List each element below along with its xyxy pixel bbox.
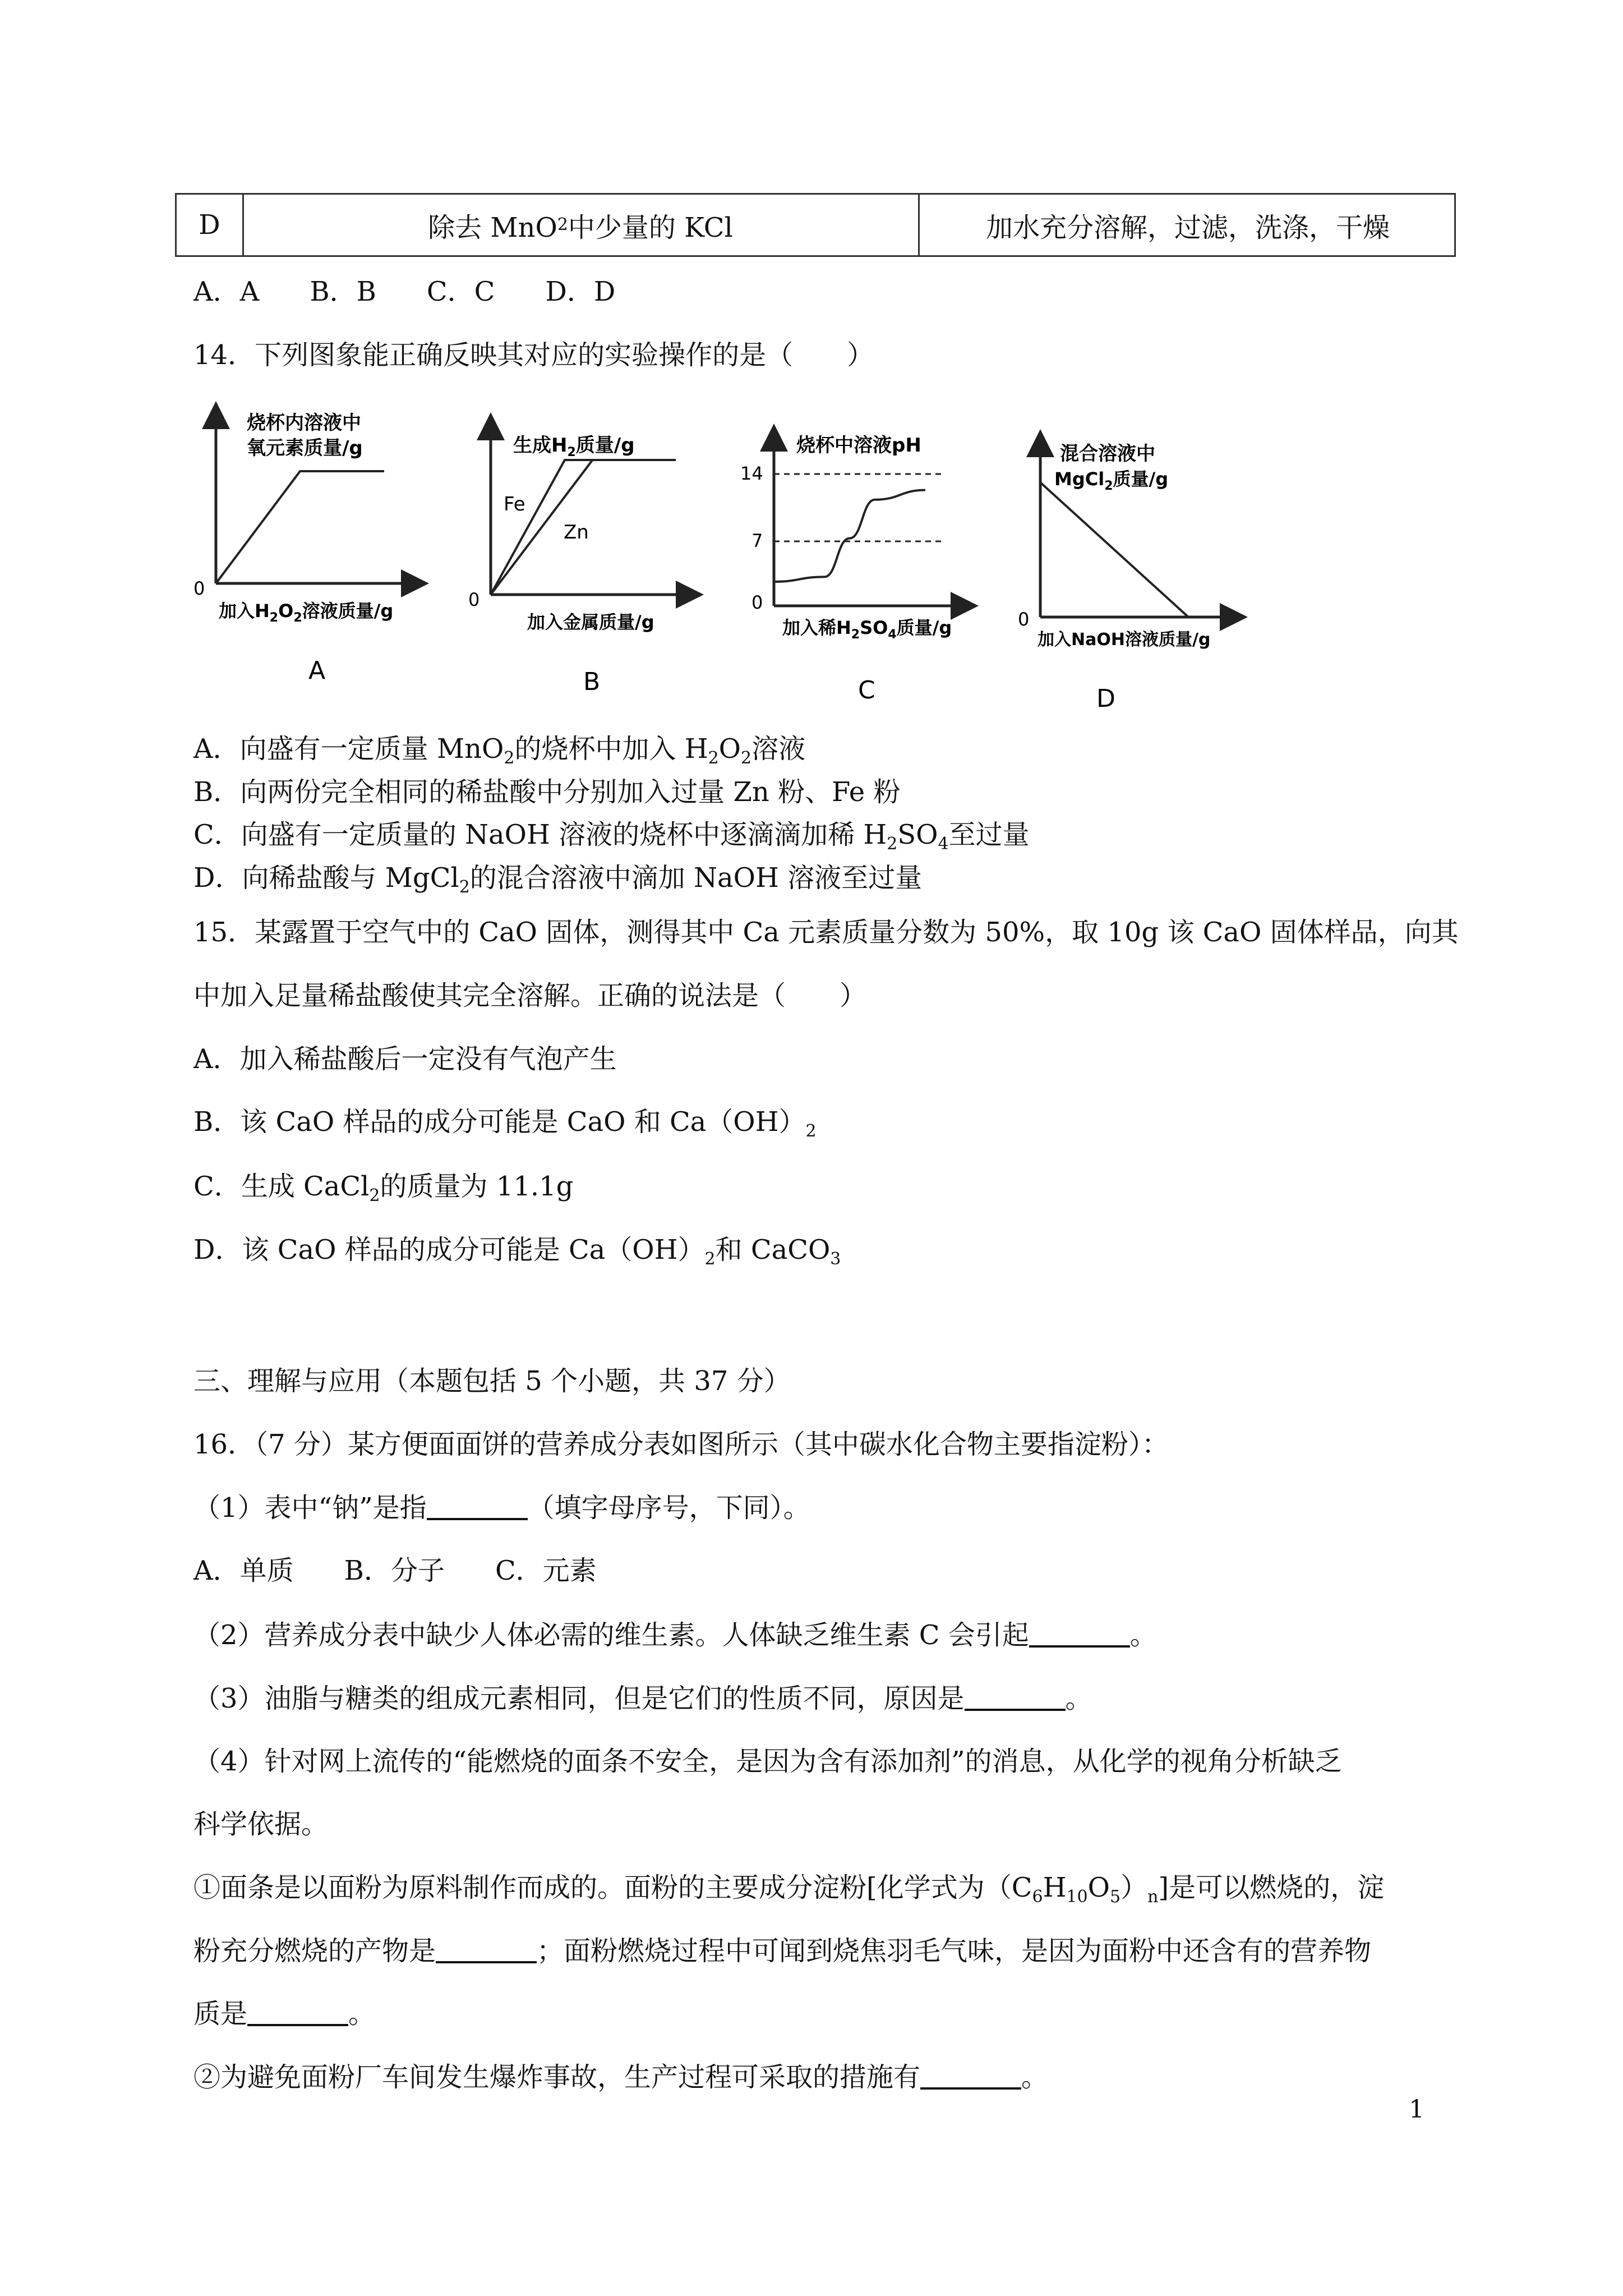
q15-option-b: B．该 CaO 样品的成分可能是 CaO 和 $Ca(OH)_2$: [193, 1106, 817, 1141]
q15-stem-1: 15．某露置于空气中的 CaO 固体，测得其中 Ca 元素质量分数为 50%，取 10g 该 CaO 固体样品，向其: [193, 917, 1459, 948]
q14-stem: 14．下列图象能正确反映其对应的实验操作的是（ ）: [193, 339, 874, 371]
chart-c-tick-7: 7: [751, 530, 763, 551]
answer-table-row: [175, 193, 1456, 257]
q14-option-d: D．向稀盐酸与 MgCl$_2$的混合溶液中滴加 NaOH 溶液至过量: [193, 862, 923, 897]
chart-c-tick-0: 0: [751, 592, 763, 613]
chart-d-curve: [1040, 482, 1188, 617]
chart-d-ylabel-1: 混合溶液中: [1060, 443, 1155, 465]
q16-sub-1-line-2: 粉充分燃烧的产物是 ；面粉燃烧过程中可闻到烧焦羽毛气味，是因为面粉中还含有的营养物: [193, 1935, 1372, 1967]
chart-d-origin: 0: [1018, 609, 1030, 630]
chart-a-letter: A: [308, 656, 326, 685]
q14-option-a: A．向盛有一定质量 MnO$_2$的烧杯中加入 $H_2O_2$溶液: [193, 733, 806, 768]
q14-option-b: B．向两份完全相同的稀盐酸中分别加入过量 Zn 粉、Fe 粉: [193, 776, 901, 808]
q16-stem: 16．（7 分）某方便面面饼的营养成分表如图所示（其中碳水化合物主要指淀粉）：: [193, 1429, 1169, 1460]
q16-part-1: （1）表中“钠”是指 （填字母序号，下同）。: [193, 1492, 810, 1524]
chart-b: [454, 404, 712, 698]
chart-c-ylabel: 烧杯中溶液pH: [796, 434, 921, 457]
answer-blank[interactable]: [247, 2001, 348, 2026]
chart-d-ylabel-2: MgCl$_2$质量/g: [1054, 468, 1169, 493]
chart-b-letter: B: [583, 668, 601, 696]
chart-b-ylabel: 生成$H_2$质量/g: [513, 434, 635, 459]
answer-blank[interactable]: [427, 1496, 528, 1520]
table-cell-method: 加水充分溶解，过滤，洗涤，干燥: [985, 211, 1390, 243]
section-3-heading: 三、理解与应用（本题包括 5 个小题，共 37 分）: [193, 1365, 791, 1397]
page-number: 1: [1409, 2095, 1424, 2124]
q13-options: A．A B．B C．C D．D: [193, 276, 616, 307]
chart-a-curve: [216, 471, 384, 583]
chart-a-xlabel: 加入$H_2O_2$溶液质量/g: [219, 600, 394, 625]
table-cell-option: D: [199, 209, 220, 241]
q16-part-2: （2）营养成分表中缺少人体必需的维生素。人体缺乏维生素 C 会引起 。: [193, 1619, 1157, 1651]
chart-b-zn-label: Zn: [564, 521, 589, 544]
q15-option-a: A．加入稀盐酸后一定没有气泡产生: [193, 1043, 617, 1075]
chart-a-ylabel-2: 氧元素质量/g: [247, 437, 363, 459]
chart-c-tick-14: 14: [740, 463, 763, 484]
q16-part-3: （3）油脂与糖类的组成元素相同，但是它们的性质不同，原因是 。: [193, 1683, 1092, 1714]
table-cell-purpose: 除去 MnO 2 中少量的 KCl: [428, 211, 733, 243]
q16-sub-1-line-3: 质是 。: [193, 1998, 376, 2030]
chart-b-origin: 0: [468, 589, 480, 610]
q14-option-c: C．向盛有一定质量的 NaOH 溶液的烧杯中逐滴滴加稀 $H_2SO_4$至过量: [193, 819, 1030, 854]
chart-d-letter: D: [1096, 684, 1115, 713]
chart-d: [1004, 426, 1251, 720]
q16-part-1-options: A．单质 B．分子 C．元素: [193, 1555, 597, 1586]
chart-d-xlabel: 加入NaOH溶液质量/g: [1038, 630, 1211, 650]
chart-c-xlabel: 加入稀$H_2SO_4$质量/g: [782, 617, 952, 642]
q15-option-c: C．生成 CaCl$_2$的质量为 11.1g: [193, 1171, 574, 1205]
chart-b-fe-label: Fe: [504, 493, 525, 516]
answer-blank[interactable]: [1029, 1623, 1130, 1648]
q16-part-4-line-2: 科学依据。: [193, 1809, 329, 1840]
chart-c: [729, 415, 987, 709]
chart-a-ylabel-1: 烧杯内溶液中: [247, 412, 361, 434]
chart-a-origin: 0: [193, 578, 205, 599]
answer-blank[interactable]: [920, 2065, 1021, 2090]
chart-a: [191, 404, 449, 687]
chart-c-letter: C: [858, 676, 875, 705]
q16-sub-1-line-1: ①面条是以面粉为原料制作而成的。面粉的主要成分淀粉[化学式为$(C_6H_{10}O_5)_n$]是可以燃烧的，淀: [193, 1872, 1385, 1907]
q15-stem-2: 中加入足量稀盐酸使其完全溶解。正确的说法是（ ）: [193, 980, 867, 1011]
answer-blank[interactable]: [436, 1939, 537, 1963]
answer-blank[interactable]: [965, 1686, 1066, 1711]
chart-c-curve: [774, 490, 925, 582]
q16-sub-2: ②为避免面粉厂车间发生爆炸事故，生产过程可采取的措施有 。: [193, 2062, 1049, 2093]
q16-part-4-line-1: （4）针对网上流传的“能燃烧的面条不安全，是因为含有添加剂”的消息，从化学的视角分析缺乏: [193, 1746, 1342, 1777]
chart-b-xlabel: 加入金属质量/g: [527, 611, 654, 633]
q15-option-d: D．该 CaO 样品的成分可能是 $Ca(OH)_2$和 CaCO$_3$: [193, 1234, 841, 1269]
